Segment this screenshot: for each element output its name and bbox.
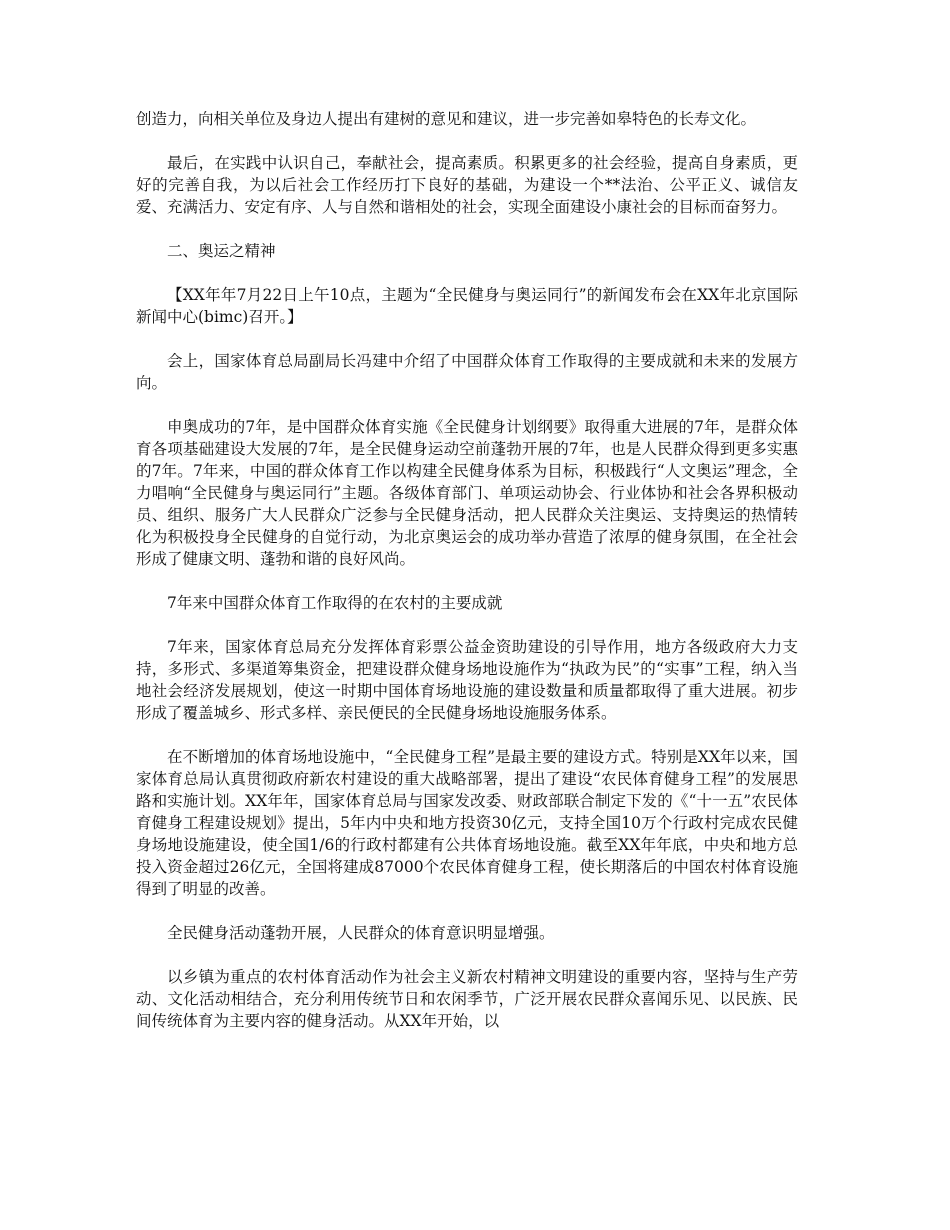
paragraph-seven-years: 申奥成功的7年，是中国群众体育实施《全民健身计划纲要》取得重大进展的7年，是群众体育各项基础建设大发展的7年，是全民健身运动空前蓬勃开展的7年，也是人民群众得到更多实惠的7年。7年来，中国的群众体育工作以构建全民健身体系为目标，积极践行“人文奥运”理念，全力唱响“全民健身与奥运同行”主题。各级体育部门、单项运动协会、行业体协和社会各界积极动员、组织、服务广大人民群众广泛参与全民健身活动，把人民群众关注奥运、支持奥运的热情转化为积极投身全民健身的自觉行动，为北京奥运会的成功举办营造了浓厚的健身氛围，在全社会形成了健康文明、蓬勃和谐的良好风尚。 [136, 418, 798, 568]
subheading-rural-achievements: 7年来中国群众体育工作取得的在农村的主要成就 [167, 594, 503, 612]
paragraph-2: 最后，在实践中认识自己，奉献社会，提高素质。积累更多的社会经验，提高自身素质，更好的完善自我，为以后社会工作经历打下良好的基础，为建设一个**法治、公平正义、诚信友爱、充满活力、安定有序、人与自然和谐相处的社会，实现全面建设小康社会的目标而奋努力。 [136, 154, 798, 216]
paragraph-1: 创造力，向相关单位及身边人提出有建树的意见和建议，进一步完善如皋特色的长寿文化。 [136, 110, 757, 128]
paragraph-press-conference: 【XX年年7月22日上午10点，主题为“全民健身与奥运同行”的新闻发布会在XX年北京国际新闻中心(bimc)召开。】 [136, 286, 798, 326]
subheading-fitness-activities: 全民健身活动蓬勃开展，人民群众的体育意识明显增强。 [167, 924, 555, 942]
paragraph-lottery-funding: 7年来，国家体育总局充分发挥体育彩票公益金资助建设的引导作用，地方各级政府大力支持，多形式、多渠道筹集资金，把建设群众健身场地设施作为“执政为民”的“实事”工程，纳入当地社会经济发展规划，使这一时期中国体育场地设施的建设数量和质量都取得了重大进展。初步形成了覆盖城乡、形式多样、亲民便民的全民健身场地设施服务体系。 [136, 638, 798, 722]
paragraph-meeting: 会上，国家体育总局副局长冯建中介绍了中国群众体育工作取得的主要成就和未来的发展方向。 [136, 352, 798, 392]
document-page [136, 108, 798, 1054]
paragraph-fitness-project: 在不断增加的体育场地设施中，“全民健身工程”是最主要的建设方式。特别是XX年以来，国家体育总局认真贯彻政府新农村建设的重大战略部署，提出了建设“农民体育健身工程”的发展思路和实施计划。XX年年，国家体育总局与国家发改委、财政部联合制定下发的《“十一五”农民体育健身工程建设规划》提出，5年内中央和地方投资30亿元，支持全国10万个行政村完成农民健身场地设施建设，使全国1/6的行政村都建有公共体育场地设施。截至XX年年底，中央和地方总投入资金超过26亿元，全国将建成87000个农民体育健身工程，使长期落后的中国农村体育设施得到了明显的改善。 [136, 748, 798, 898]
section-heading-olympic-spirit: 二、奥运之精神 [167, 242, 276, 260]
paragraph-township-sports: 以乡镇为重点的农村体育活动作为社会主义新农村精神文明建设的重要内容，坚持与生产劳动、文化活动相结合，充分利用传统节日和农闲季节，广泛开展农民群众喜闻乐见、以民族、民间传统体育为主要内容的健身活动。从XX年开始，以 [136, 968, 798, 1030]
